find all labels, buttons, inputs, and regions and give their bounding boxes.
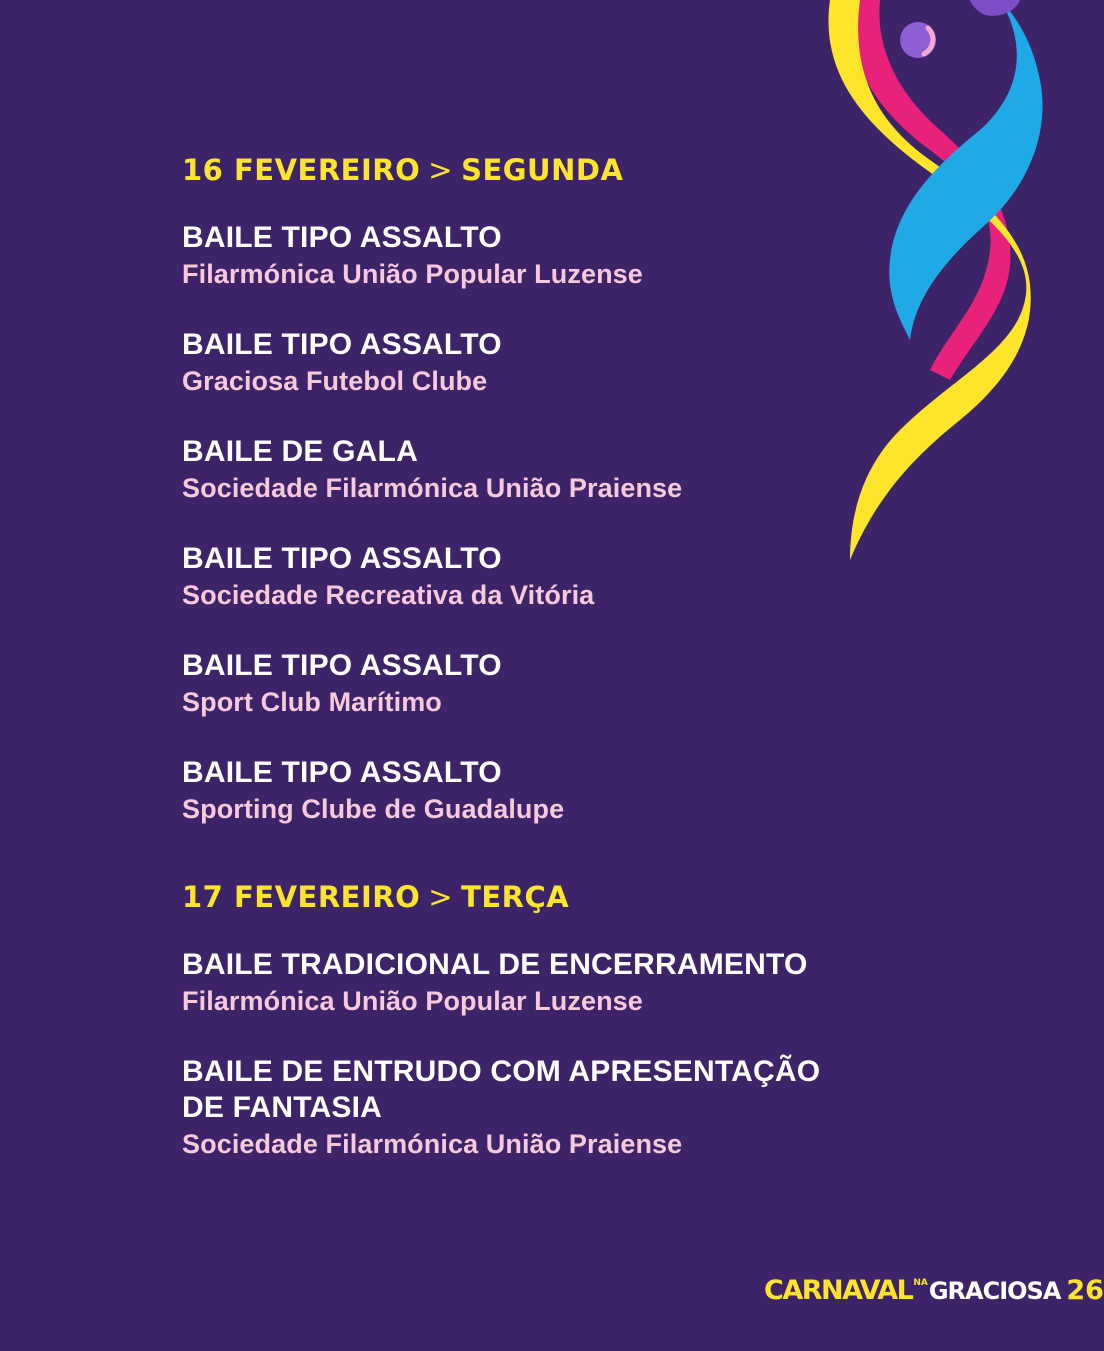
logo-year: 26 xyxy=(1066,1275,1104,1306)
event-venue: Sociedade Filarmónica União Praiense xyxy=(182,1129,683,1159)
event-venue: Sociedade Filarmónica União Praiense xyxy=(182,473,683,503)
event-item xyxy=(182,648,822,720)
event-item xyxy=(182,541,822,613)
event-title: BAILE TIPO ASSALTO xyxy=(182,221,502,254)
event-item xyxy=(182,434,822,506)
day-weekday: TERÇA xyxy=(461,880,570,914)
event-venue: Filarmónica União Popular Luzense xyxy=(182,259,643,289)
day-weekday: SEGUNDA xyxy=(461,153,624,187)
event-title: BAILE TIPO ASSALTO xyxy=(182,542,502,575)
event-venue: Sociedade Recreativa da Vitória xyxy=(182,580,595,610)
carnival-ribbon-figure xyxy=(820,0,1081,580)
day-section xyxy=(182,877,822,1162)
carnaval-graciosa-logo xyxy=(764,1266,1104,1306)
event-item xyxy=(182,220,822,292)
event-item xyxy=(182,755,822,827)
logo-na: NA xyxy=(913,1278,928,1288)
day-section xyxy=(182,150,822,827)
day-heading xyxy=(182,150,822,190)
logo-carnaval: CARNAVAL xyxy=(764,1275,913,1306)
event-venue: Sport Club Marítimo xyxy=(182,687,442,717)
event-list xyxy=(182,220,822,827)
day-separator: > xyxy=(428,153,454,187)
day-separator: > xyxy=(428,880,454,914)
event-venue: Graciosa Futebol Clube xyxy=(182,366,488,396)
event-title: BAILE DE ENTRUDO COM APRESENTAÇÃO DE FANTASIA xyxy=(182,1055,821,1124)
day-date: 17 FEVEREIRO xyxy=(182,880,421,914)
logo-graciosa: GRACIOSA xyxy=(928,1277,1061,1305)
schedule xyxy=(182,150,822,1197)
event-title: BAILE TRADICIONAL DE ENCERRAMENTO xyxy=(182,948,808,981)
event-title: BAILE DE GALA xyxy=(182,435,418,468)
event-item xyxy=(182,947,822,1019)
event-item xyxy=(182,327,822,399)
event-list xyxy=(182,947,822,1162)
event-venue: Sporting Clube de Guadalupe xyxy=(182,794,565,824)
event-venue: Filarmónica União Popular Luzense xyxy=(182,986,643,1016)
event-title: BAILE TIPO ASSALTO xyxy=(182,649,502,682)
day-date: 16 FEVEREIRO xyxy=(182,153,421,187)
event-item xyxy=(182,1054,822,1162)
day-heading xyxy=(182,877,822,917)
event-title: BAILE TIPO ASSALTO xyxy=(182,328,502,361)
event-title: BAILE TIPO ASSALTO xyxy=(182,756,502,789)
